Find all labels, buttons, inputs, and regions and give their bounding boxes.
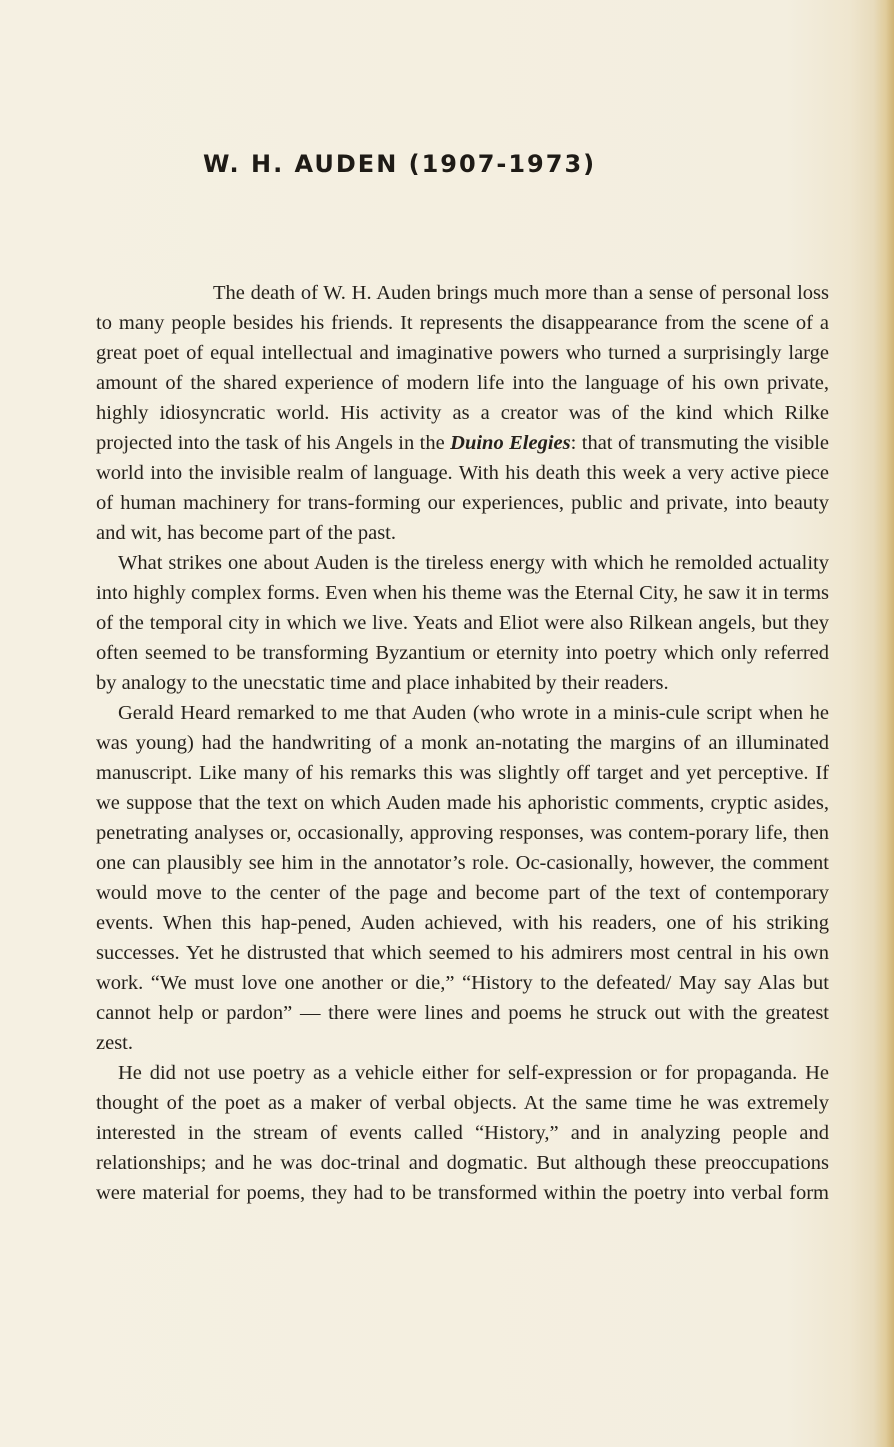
paragraph-1	[96, 278, 829, 548]
paragraph-2: What strikes one about Auden is the tireless energy with which he remolded actuality into highly complex forms. Even when his theme was the Eternal City, he saw it in terms of the temporal city in which we live. Yeats and Eliot were also Rilkean angels, but they often seemed to be transforming Byzantium or eternity into poetry which only referred by analogy to the unecstatic time and place inhabited by their readers.	[96, 552, 829, 694]
paragraph-4: He did not use poetry as a vehicle either for self-expression or for propaganda. He thought of the poet as a maker of verbal objects. At the same time he was extremely interested in the stream of events called “History,” and in analyzing people and relationships; and he was doc-trinal and dogmatic. But although these preoccupations were material for poems, they had to be transformed within the poetry into verbal form	[96, 1062, 829, 1204]
paragraph-3: Gerald Heard remarked to me that Auden (who wrote in a minis-cule script when he was young) had the handwriting of a monk an-notating the margins of an illuminated manuscript. Like many of his remarks this was slightly off target and yet perceptive. If we suppose that the text on which Auden made his aphoristic comments, cryptic asides, penetrating analyses or, occasionally, approving responses, was contem-porary life, then one can plausibly see him in the annotator’s role. Oc-casionally, however, the comment would move to the center of the page and become part of the text of contemporary events. When this hap-pened, Auden achieved, with his readers, one of his striking successes. Yet he distrusted that which seemed to his admirers most central in his own work. “We must love one another or die,” “History to the defeated/ May say Alas but cannot help or pardon” — there were lines and poems he struck out with the greatest zest.	[96, 702, 829, 1054]
page-edge-shadow	[874, 0, 894, 1447]
paragraph-1-text-before: The death of W. H. Auden brings much more than a sense of personal loss to many people besides his friends. It represents the disappearance from the scene of a great poet of equal intellectual and imaginative powers who turned a surprisingly large amount of the shared experience of modern life into the language of his own private, highly idiosyncratic world. His activity as a creator was of the kind which Rilke projected into the task of his Angels in the	[96, 282, 829, 454]
paragraph-1-text-after: : that of transmuting the visible world into the invisible realm of language. With his death this week a very active piece of human machinery for trans-forming our experiences, public and private, into beauty and wit, has become part of the past.	[96, 432, 829, 544]
paragraph-1-emphasis: Duino Elegies	[450, 432, 571, 454]
article-body	[96, 278, 829, 1208]
page-title: W. H. AUDEN (1907-1973)	[203, 150, 597, 178]
